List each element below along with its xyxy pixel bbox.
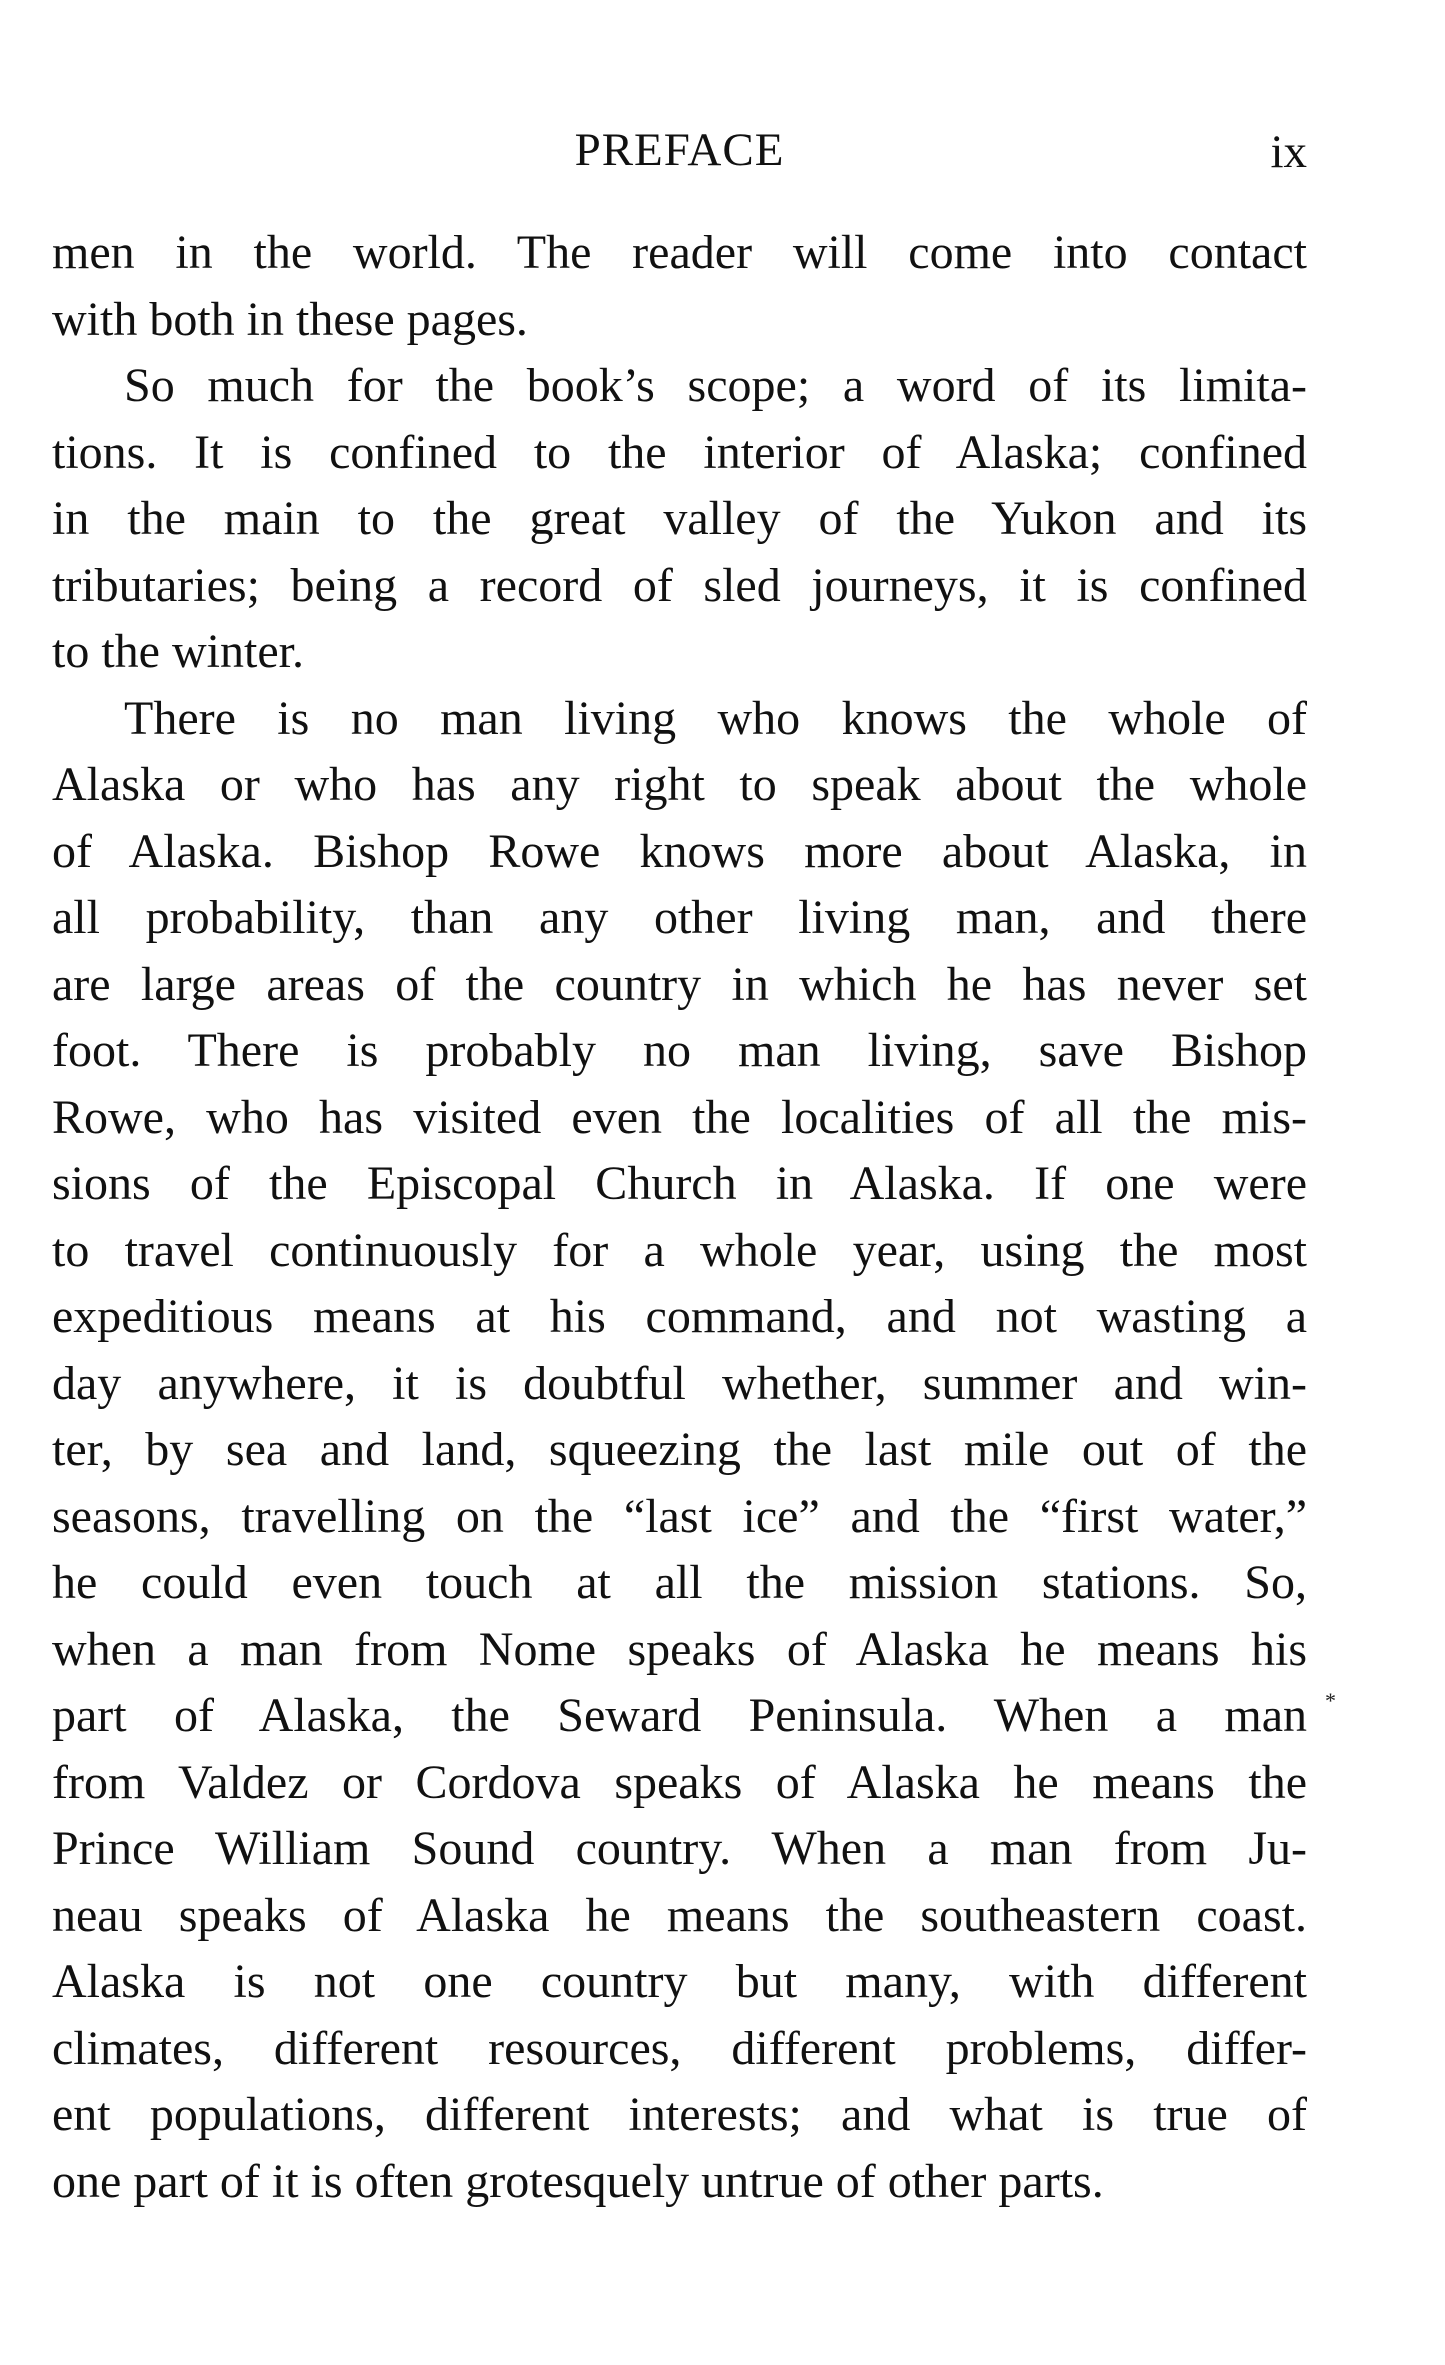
running-head: [52, 120, 1307, 180]
text-line: climates, different resources, different problems, differ-: [52, 2021, 1307, 2075]
text-line: to travel continuously for a whole year, using the most: [52, 1223, 1307, 1277]
text-line: sions of the Episcopal Church in Alaska. If one were: [52, 1157, 1307, 1210]
text-line: when a man from Nome speaks of Alaska he means his: [52, 1622, 1307, 1676]
text-line: day anywhere, it is doubtful whether, summer and win-: [52, 1356, 1307, 1410]
text-line: ter, by sea and land, squeezing the last mile out of the: [52, 1423, 1307, 1476]
text-line: So much for the book’s scope; a word of its limita-: [124, 359, 1307, 412]
text-line: all probability, than any other living man, and there: [52, 891, 1307, 944]
text-line: foot. There is probably no man living, save Bishop: [52, 1024, 1307, 1077]
page-number: ix: [1270, 126, 1307, 178]
text-line: men in the world. The reader will come into contact: [52, 226, 1307, 279]
text-line: expeditious means at his command, and not wasting a: [52, 1290, 1307, 1343]
margin-mark: *: [1325, 1688, 1336, 1713]
text-line: Prince William Sound country. When a man from Ju-: [52, 1822, 1307, 1875]
text-line: tributaries; being a record of sled journeys, it is confined: [52, 558, 1307, 612]
text-line: with both in these pages.: [52, 292, 528, 346]
text-line: There is no man living who knows the whole of: [124, 691, 1307, 745]
running-title: PREFACE: [574, 124, 785, 176]
text-line: Rowe, who has visited even the localities of all the mis-: [52, 1090, 1307, 1144]
text-line: ent populations, different interests; and what is true of: [52, 2088, 1307, 2141]
text-line: from Valdez or Cordova speaks of Alaska he means the: [52, 1755, 1307, 1809]
text-line: in the main to the great valley of the Yukon and its: [52, 492, 1307, 545]
text-line: neau speaks of Alaska he means the southeastern coast.: [52, 1888, 1307, 1942]
text-line: Alaska or who has any right to speak about the whole: [52, 758, 1307, 811]
text-line: Alaska is not one country but many, with different: [52, 1955, 1307, 2008]
text-line: are large areas of the country in which he has never set: [52, 957, 1307, 1011]
text-line: part of Alaska, the Seward Peninsula. When a man: [52, 1689, 1307, 1742]
text-line: one part of it is often grotesquely untrue of other parts.: [52, 2154, 1104, 2208]
body-text: [52, 220, 1307, 2215]
text-line: tions. It is confined to the interior of Alaska; confined: [52, 425, 1307, 479]
text-line: he could even touch at all the mission stations. So,: [52, 1556, 1307, 1609]
text-line: seasons, travelling on the “last ice” and the “first water,”: [52, 1489, 1307, 1543]
text-line: to the winter.: [52, 625, 304, 678]
text-line: of Alaska. Bishop Rowe knows more about Alaska, in: [52, 824, 1307, 878]
